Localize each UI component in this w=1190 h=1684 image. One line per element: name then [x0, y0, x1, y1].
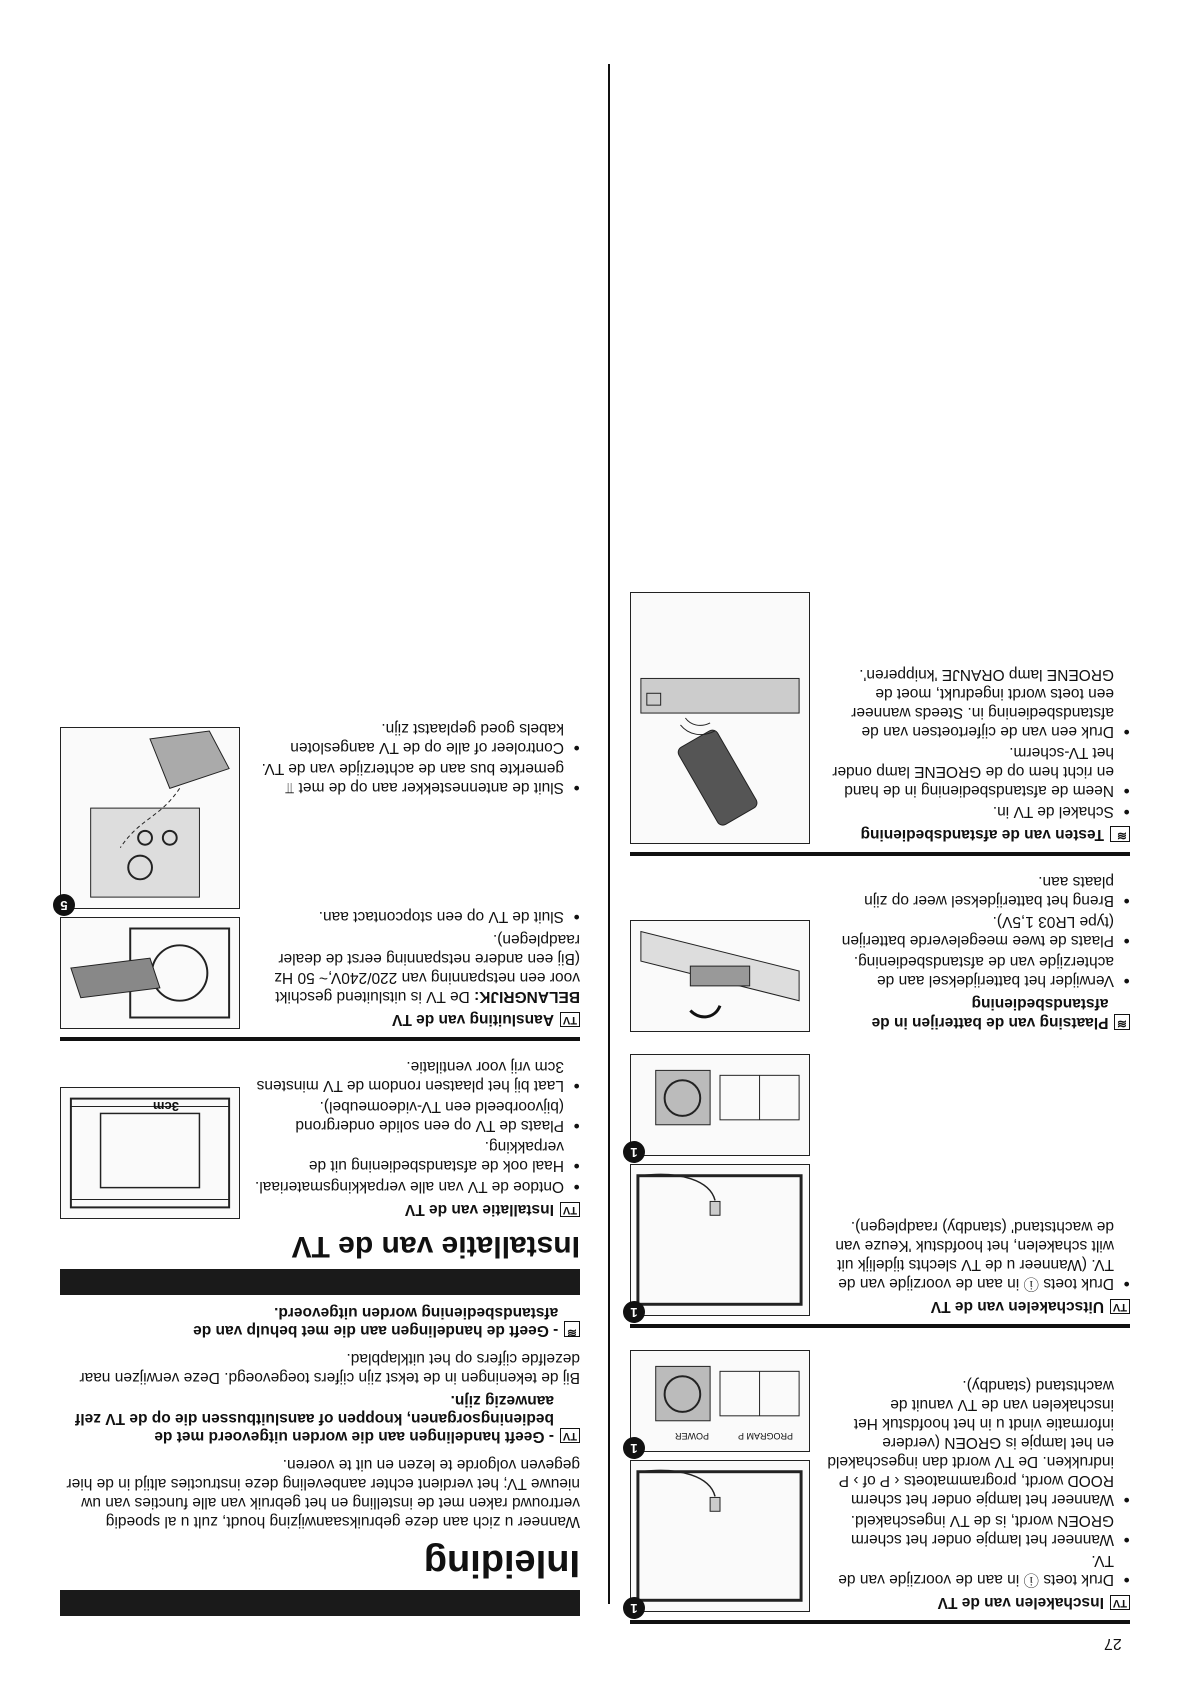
list-item: ● Plaats de twee meegeleverde batterijen (type LR03 1,5V).	[824, 912, 1130, 950]
switch-on-section	[630, 1342, 1130, 1616]
tv-badge: TV	[560, 1428, 580, 1443]
list-item: ● Neem de afstandsbediening in de hand en richt hem op de GROENE lamp onder het TV-scherm.	[824, 743, 1130, 800]
tv-note-text: - Geeft handelingen aan die worden uitgevoerd met de bedieningsorganen, knoppen of aansluitbussen die op de TV zelf aanwezig zijn.	[75, 1392, 554, 1445]
battery-title: Plaatsing van de batterijen in de afstandsbediening	[871, 995, 1109, 1031]
figure-number: 1	[623, 1437, 645, 1459]
intro-para2: Bij de tekeningen in de tekst zijn cijfers toegevoegd. Deze verwijzen naar dezelfde cijfers op het uitklapblad.	[79, 1350, 580, 1386]
figure-number: 1	[623, 1597, 645, 1619]
antenna-drawing	[61, 728, 239, 908]
list-item: ● Laat bij het plaatsen rondom de TV minstens 3cm vrij voor ventilatie.	[254, 1057, 580, 1095]
tv-front-figure	[630, 1460, 810, 1616]
intro-para1: Wanneer u zich aan deze gebruiksaanwijzing houdt, zult u al spoedig vertrouwd raken met de instelling en het gebruik van alle functies van uw nieuwe TV; het verdient echter aanbeveling deze instructies altijd in de hier gegeven volgorde te lezen en uit te voeren.	[66, 1456, 580, 1530]
list-item: ● Sluit de antennestekker aan op de met ⫪ gemerkte bus aan de achterzijde van de TV.	[254, 759, 580, 797]
tv-badge: TV	[1110, 1299, 1130, 1314]
remote-test-title: Testen van de afstandsbediening	[860, 826, 1104, 843]
section-banner	[60, 1590, 580, 1616]
list-item: ● Controleer of alle op de TV aangesloten kabels goed geplaatst zijn.	[254, 719, 580, 757]
remote-icon	[564, 1321, 580, 1337]
figure-number: 5	[53, 894, 75, 916]
battery-figure	[630, 920, 810, 1032]
connect-section	[60, 717, 580, 1029]
remote-test-figure	[630, 592, 810, 844]
intro-title: Inleiding	[423, 1542, 580, 1584]
tv-badge: TV	[560, 1202, 580, 1217]
ventilation-drawing	[61, 1088, 239, 1218]
socket-figure	[60, 917, 240, 1029]
control-panel-figure-2	[630, 1054, 810, 1160]
section-rule	[630, 1620, 1130, 1624]
list-item: ● Wanneer het lampje onder het scherm GROEN wordt, is de TV ingeschakeld.	[824, 1511, 1130, 1549]
tv-note	[60, 1391, 580, 1445]
remote-test-section	[630, 584, 1130, 844]
list-item: ● Ontdoe de TV van alle verpakkingsmateriaal.	[254, 1177, 580, 1196]
tv-badge: TV	[1110, 1595, 1130, 1610]
page-number: 27	[1104, 1635, 1122, 1652]
column-divider	[609, 64, 611, 1604]
power-label: POWER	[674, 1431, 709, 1441]
list-item: ● Schakel de TV in.	[824, 802, 1130, 821]
install-sec1-title: Installatie van de TV	[404, 1201, 554, 1218]
list-item: ● Haal ook de afstandsbediening uit de verpakking.	[254, 1137, 580, 1175]
list-item: ● Plaats de TV op een solide ondergrond (bijvoorbeeld een TV-videomeubel).	[254, 1097, 580, 1135]
figure-number: 1	[623, 1141, 645, 1163]
tv-badge: TV	[560, 1012, 580, 1027]
figure-number: 1	[623, 1301, 645, 1323]
remote-note	[60, 1303, 580, 1339]
install-title: Installatie van de TV	[291, 1230, 580, 1263]
remote-icon	[1110, 826, 1130, 842]
list-item: ● Druk toets ⓘ in aan de voorzijde van de TV. (Wanneer u de TV slechts tijdelijk uit wilt schakelen, het hoofdstuk 'Keuze van de wachtstand' (standby) raadplegen).	[824, 1217, 1130, 1293]
section-rule	[630, 1324, 1130, 1328]
switch-off-section	[630, 1046, 1130, 1320]
ventilation-figure	[60, 1087, 240, 1219]
tv-front-drawing-2	[631, 1165, 809, 1315]
list-item: ● Sluit de TV op een stopcontact aan.	[254, 907, 580, 926]
list-item: ● Breng het batterijdeksel weer op zijn plaats aan.	[824, 872, 1130, 910]
install-sec2-title: Aansluiting van de TV	[392, 1011, 554, 1028]
install-section	[60, 1055, 580, 1219]
list-item: ● Druk een van de cijfertoetsen van de afstandsbediening in. Steeds wanneer een toets wordt ingedrukt, moet de GROENE lamp ORANJE 'knipperen'.	[824, 665, 1130, 741]
important-label: BELANGRIJK:	[474, 988, 580, 1005]
remote-test-drawing	[631, 593, 809, 843]
battery-section	[630, 870, 1130, 1032]
intro-column	[60, 703, 580, 1624]
antenna-figure	[60, 727, 240, 913]
tv-front-figure-2	[630, 1164, 810, 1320]
tv-front-drawing	[631, 1461, 809, 1611]
control-panel-figure	[630, 1350, 810, 1456]
control-panel-drawing-2	[631, 1055, 809, 1155]
section-banner-2	[60, 1269, 580, 1295]
switch-off-title: Uitschakelen van de TV	[930, 1298, 1104, 1315]
important-text: De TV is uitsluitend geschikt voor een netspanning van 220/240V,~ 50 Hz (Bij een andere netspanning eerst de dealer raadplegen).	[274, 931, 580, 1005]
switch-on-title: Inschakelen van de TV	[937, 1594, 1104, 1611]
remote-note-text: - Geeft de handelingen aan die met behulp van de afstandsbediening worden uitgevoerd.	[193, 1304, 559, 1339]
operation-column	[630, 570, 1130, 1624]
section-rule	[630, 852, 1130, 856]
remote-icon	[1114, 1014, 1130, 1030]
list-item: ● Verwijder het batterijdeksel aan de achterzijde van de afstandsbediening.	[824, 952, 1130, 990]
program-label: PROGRAM P	[737, 1431, 793, 1441]
list-item: ● Wanneer het lampje onder het scherm ROOD wordt, programmatoets ‹ P of › P indrukken. De TV wordt dan ingeschakeld en het lampje is GROEN (verdere informatie vindt u in het hoofdstuk Het inschakelen van de TV vanuit de wachtstand (standby).	[824, 1376, 1130, 1509]
socket-drawing	[61, 918, 239, 1028]
ventilation-label: 3cm	[152, 1099, 179, 1114]
section-rule	[60, 1037, 580, 1041]
battery-drawing	[631, 921, 809, 1031]
list-item: ● Druk toets ⓘ in aan de voorzijde van de TV.	[824, 1551, 1130, 1589]
